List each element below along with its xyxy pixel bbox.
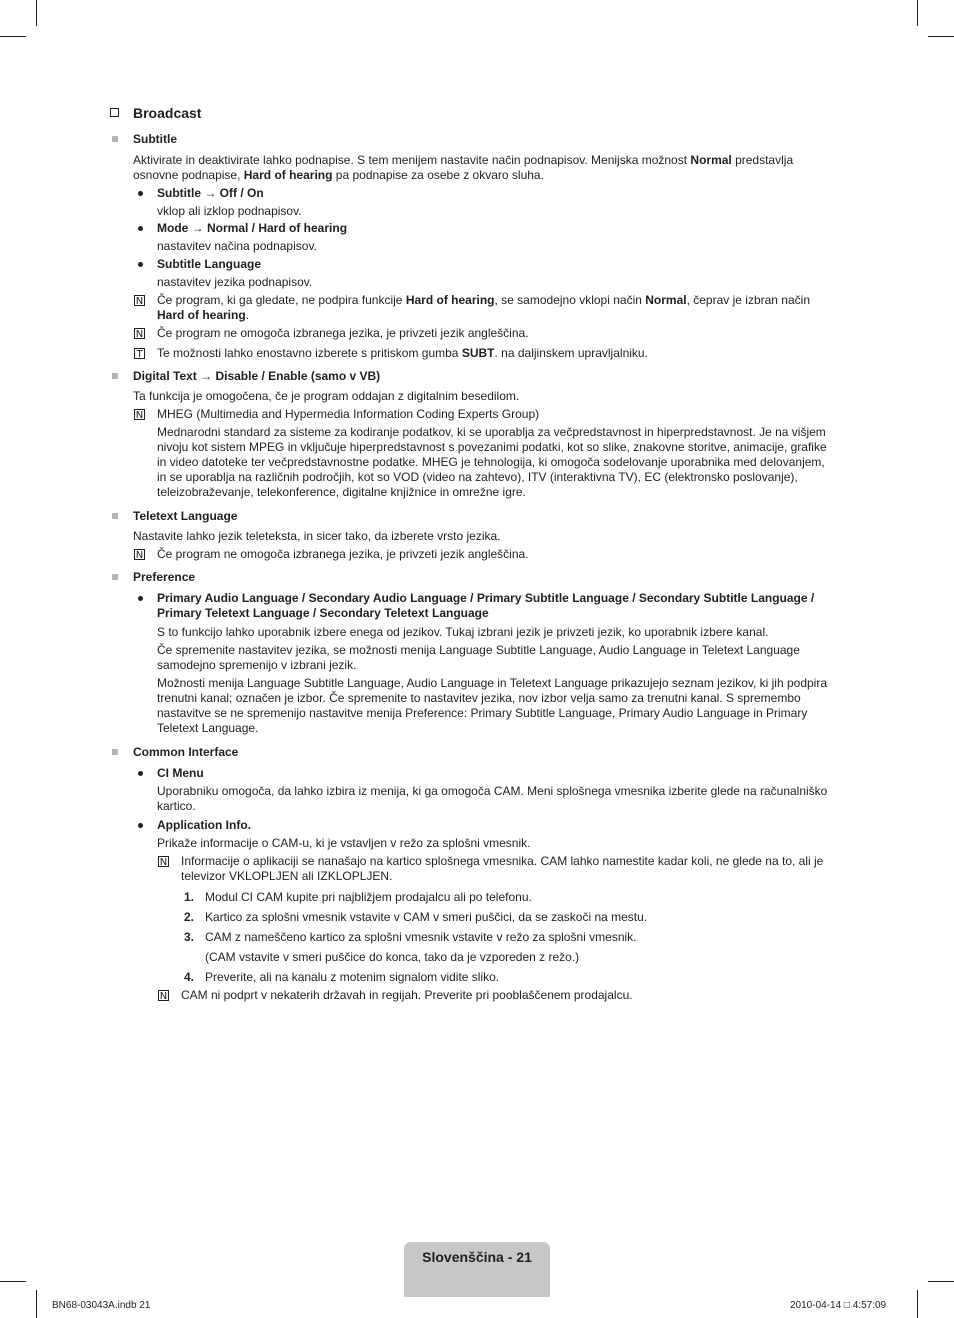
preference-p1: S to funkcijo lahko uporabnik izbere enega od jezikov. Tukaj izbrani jezik je privzeti jezik, ko uporabnik izbere kanal. xyxy=(157,625,769,639)
list-item-label: Subtitle Language xyxy=(157,257,262,271)
square-bullet-icon xyxy=(112,574,118,580)
square-bullet-icon xyxy=(112,136,118,142)
crop-mark xyxy=(36,1290,37,1318)
square-bullet-icon xyxy=(112,513,118,519)
preference-p2: Če spremenite nastavitev jezika, se možnosti menija Language Subtitle Language, Audio Language in Teletext Language samodejno spremenijo v izbrani jezik. xyxy=(157,643,800,672)
crop-mark xyxy=(928,1281,954,1282)
page-label: Slovenščina - 21 xyxy=(422,1249,532,1265)
note-icon: N xyxy=(135,296,144,307)
step-text: Preverite, ali na kanalu z motenim signalom vidite sliko. xyxy=(205,970,500,984)
step-text: Modul CI CAM kupite pri najbližjem prodajalcu ali po telefonu. xyxy=(205,890,532,904)
crop-mark xyxy=(917,1290,918,1318)
section-title: Broadcast xyxy=(133,105,202,121)
bullet-icon xyxy=(138,596,143,601)
teletext-desc: Nastavite lahko jezik teleteksta, in sicer tako, da izberete vrsto jezika. xyxy=(133,529,501,543)
ci-menu-label: CI Menu xyxy=(157,766,204,780)
teletext-heading: Teletext Language xyxy=(133,509,238,523)
step-text: CAM z nameščeno kartico za splošni vmesnik vstavite v režo za splošni vmesnik. xyxy=(205,930,637,944)
remote-icon: T xyxy=(134,348,145,359)
preference-heading: Preference xyxy=(133,570,196,584)
bullet-icon xyxy=(138,262,143,267)
note-text: Informacije o aplikaciji se nanašajo na kartico splošnega vmesnika. CAM lahko namestite kadar koli, ne glede na to, ali je televizor VKLOPLJEN ali IZKLOPLJEN. xyxy=(181,854,824,883)
bullet-icon xyxy=(138,823,143,828)
step-text: (CAM vstavite v smeri puščice do konca, tako da je vzporeden z režo.) xyxy=(205,950,580,964)
note-icon: N xyxy=(159,991,168,1002)
note-title: MHEG (Multimedia and Hypermedia Information Coding Experts Group) xyxy=(157,407,540,421)
crop-mark xyxy=(928,36,954,37)
list-item-label: Subtitle → Off / On xyxy=(157,186,264,200)
note-text: Te možnosti lahko enostavno izberete s pritiskom gumba SUBT. na daljinskem upravljalniku. xyxy=(157,346,648,360)
bullet-icon xyxy=(138,191,143,196)
crop-mark xyxy=(0,36,26,37)
note-text: CAM ni podprt v nekaterih državah in regijah. Preverite pri pooblaščenem prodajalcu. xyxy=(181,988,633,1002)
digital-text-heading: Digital Text → Disable / Enable (samo v VB) xyxy=(133,369,381,383)
note-text: Če program, ki ga gledate, ne podpira funkcije Hard of hearing, se samodejno vklopi način Normal, čeprav je izbran način Hard of hearing. xyxy=(157,293,810,322)
preference-item: Primary Audio Language / Secondary Audio Language / Primary Subtitle Language / Secondary Subtitle Language / Primary Teletext Language / Secondary Teletext Language xyxy=(157,591,815,620)
app-info-desc: Prikaže informacije o CAM-u, ki je vstavljen v režo za splošni vmesnik. xyxy=(157,836,531,850)
step-number: 1. xyxy=(183,890,194,904)
note-icon: N xyxy=(135,410,144,421)
app-info-label: Application Info. xyxy=(157,818,251,832)
bullet-icon xyxy=(138,226,143,231)
file-info: BN68-03043A.indb 21 xyxy=(52,1300,151,1311)
ci-menu-desc: Uporabniku omogoča, da lahko izbira iz menija, ki ga omogoča CAM. Meni splošnega vmesnika izberite glede na računalniško kartico. xyxy=(157,784,828,813)
note-text: Če program ne omogoča izbranega jezika, je privzeti jezik angleščina. xyxy=(157,547,529,561)
square-bullet-icon xyxy=(112,373,118,379)
common-interface-heading: Common Interface xyxy=(133,745,239,759)
subtitle-heading: Subtitle xyxy=(133,132,177,146)
crop-mark xyxy=(36,0,37,26)
bullet-icon xyxy=(138,771,143,776)
list-item-desc: nastavitev jezika podnapisov. xyxy=(157,275,313,289)
mheg-paragraph: Mednarodni standard za sisteme za kodiranje podatkov, ki se uporablja za večpredstavnost in hiperpredstavnost. Je na višjem nivoju kot sistem MPEG in vključuje hiperpredstavnost s povezanimi podatki, kot so slike, znakovne storitve, animacije, grafike in video datoteke ter večpredstavnostne podatke. MHEG je tehnologija, ki omogoča sodelovanje uporabnika med delovanjem, in se uporablja na različnih področjih, kot so VOD (video na zahtevo), ITV (interaktivna TV), EC (elektronsko poslovanje), teleizobraževanje, telekonference, digitalne knjižnice in omrežne igre. xyxy=(157,425,827,499)
list-item-label: Mode → Normal / Hard of hearing xyxy=(157,221,348,235)
step-text: Kartico za splošni vmesnik vstavite v CAM v smeri puščici, da se zaskoči na mestu. xyxy=(205,910,648,924)
subtitle-description: Aktivirate in deaktivirate lahko podnapise. S tem menijem nastavite način podnapisov. Menijska možnost Normal predstavlja osnovne podnapise, Hard of hearing pa podnapise za osebe z okvaro sluha. xyxy=(133,153,794,182)
list-item-desc: nastavitev načina podnapisov. xyxy=(157,239,317,253)
print-datetime: 2010-04-14 □ 4:57:09 xyxy=(790,1300,887,1311)
digital-text-desc: Ta funkcija je omogočena, če je program oddajan z digitalnim besedilom. xyxy=(133,389,520,403)
note-icon: N xyxy=(135,550,144,561)
note-icon: N xyxy=(159,857,168,868)
step-number: 2. xyxy=(183,910,194,924)
step-number: 3. xyxy=(183,930,194,944)
note-icon: N xyxy=(135,329,144,340)
square-bullet-icon xyxy=(112,749,118,755)
list-item-desc: vklop ali izklop podnapisov. xyxy=(157,204,302,218)
crop-mark xyxy=(0,1281,26,1282)
crop-mark xyxy=(917,0,918,26)
step-number: 4. xyxy=(183,970,194,984)
note-text: Če program ne omogoča izbranega jezika, je privzeti jezik angleščina. xyxy=(157,326,529,340)
preference-p3: Možnosti menija Language Subtitle Language, Audio Language in Teletext Language prikazujejo seznam jezikov, ki jih podpira trenutni kanal; označen je izbor. Če spremenite to nastavitev jezika, nov izbor velja samo za trenutni kanal. S spremembo nastavitve se ne spremenijo nastavitve menija Preference: Primary Subtitle Language, Primary Audio Language in Primary Teletext Language. xyxy=(157,676,828,735)
checkbox-icon xyxy=(110,108,119,117)
